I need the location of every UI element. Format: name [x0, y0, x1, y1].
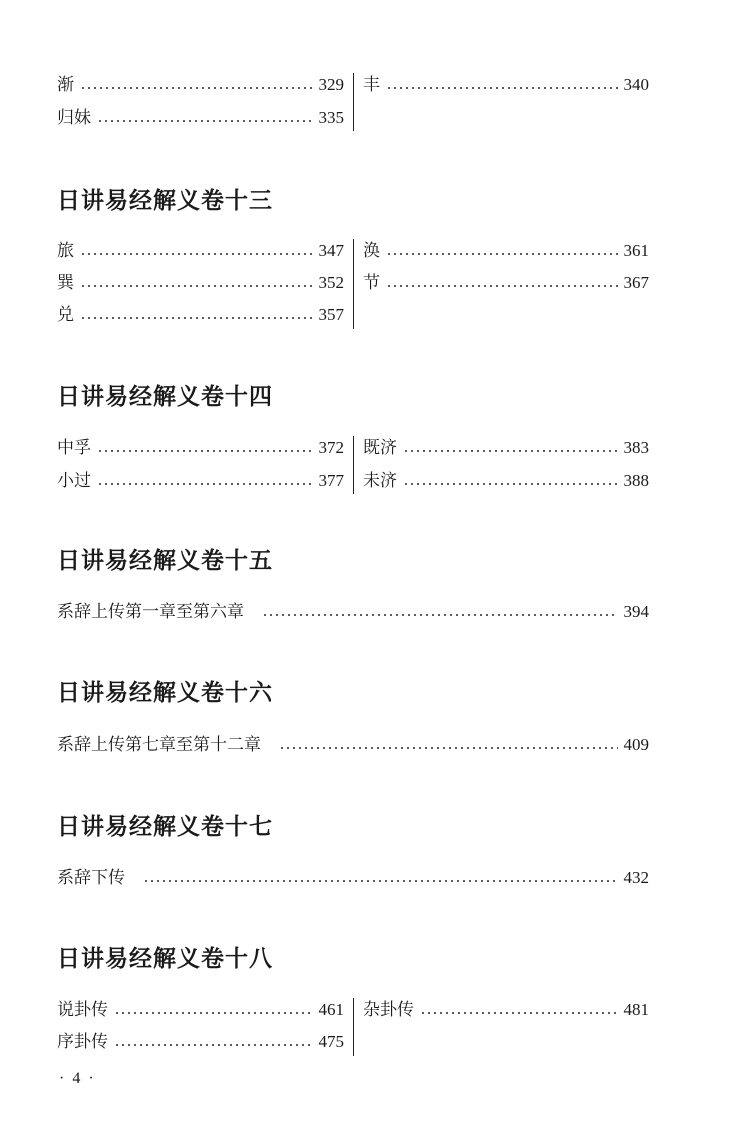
column-divider: [353, 239, 354, 329]
dot-leader: [97, 450, 313, 452]
section-title: 日讲易经解义卷十五: [57, 548, 273, 574]
toc-entry-label: 节: [363, 273, 380, 293]
section-title: 日讲易经解义卷十七: [57, 814, 273, 840]
page-number: · 4 ·: [59, 1070, 96, 1087]
toc-entry-label: 旅: [57, 241, 74, 261]
dot-leader: [143, 880, 618, 882]
toc-entry[interactable]: [57, 235, 344, 267]
toc-entry[interactable]: [363, 994, 649, 1026]
toc-entry[interactable]: [57, 729, 649, 761]
column-divider: [353, 73, 354, 131]
toc-entry[interactable]: [363, 235, 649, 267]
toc-entry-page: 432: [623, 868, 649, 887]
toc-entry-label: 中孚: [57, 438, 91, 458]
toc-entry[interactable]: [57, 465, 344, 497]
toc-entry-label: 归妹: [57, 108, 91, 128]
toc-entry-label: 兑: [57, 305, 74, 325]
dot-leader: [386, 285, 618, 287]
toc-entry[interactable]: [57, 267, 344, 299]
toc-entry-page: 377: [318, 471, 344, 490]
toc-entry-page: 335: [318, 108, 344, 127]
toc-entry[interactable]: [57, 1026, 344, 1058]
toc-entry-page: 329: [318, 75, 344, 94]
section-title: 日讲易经解义卷十六: [57, 680, 273, 706]
toc-entry-page: 340: [623, 75, 649, 94]
toc-entry-page: 481: [623, 1000, 649, 1019]
dot-leader: [386, 87, 618, 89]
toc-entries: [57, 69, 649, 133]
toc-entry-label: 系辞下传: [57, 868, 125, 888]
toc-entry-label: 小过: [57, 471, 91, 491]
toc-entry[interactable]: [57, 102, 344, 134]
section-title: 日讲易经解义卷十三: [57, 188, 273, 214]
toc-entry-page: 388: [623, 471, 649, 490]
toc-entry[interactable]: [57, 299, 344, 331]
dot-leader: [80, 317, 313, 319]
toc-entry-label: 说卦传: [57, 1000, 108, 1020]
dot-leader: [403, 450, 618, 452]
column-divider: [353, 436, 354, 494]
section-title: 日讲易经解义卷十八: [57, 946, 273, 972]
toc-entry[interactable]: [363, 465, 649, 497]
toc-entry-page: 367: [623, 273, 649, 292]
dot-leader: [386, 253, 618, 255]
dot-leader: [97, 483, 313, 485]
toc-entries: [57, 862, 649, 894]
toc-entry[interactable]: [57, 596, 649, 628]
toc-entry[interactable]: [57, 994, 344, 1026]
dot-leader: [97, 120, 313, 122]
dot-leader: [403, 483, 618, 485]
toc-entry-page: 347: [318, 241, 344, 260]
toc-entry-label: 丰: [363, 75, 380, 95]
section-title: 日讲易经解义卷十四: [57, 384, 273, 410]
toc-entry-label: 未济: [363, 471, 397, 491]
toc-entries: [57, 235, 649, 331]
toc-entry-label: 既济: [363, 438, 397, 458]
toc-entry-label: 渐: [57, 75, 74, 95]
toc-entries: [57, 729, 649, 761]
toc-entry-page: 372: [318, 438, 344, 457]
toc-entry-page: 394: [623, 602, 649, 621]
toc-entry[interactable]: [363, 267, 649, 299]
toc-entry-page: 475: [318, 1032, 344, 1051]
toc-entries: [57, 432, 649, 496]
toc-entry-page: 357: [318, 305, 344, 324]
toc-entry[interactable]: [363, 69, 649, 101]
toc-entries: [57, 596, 649, 628]
toc-entry-page: 352: [318, 273, 344, 292]
dot-leader: [114, 1012, 313, 1014]
toc-entry-label: 系辞上传第七章至第十二章: [57, 735, 261, 755]
toc-entry[interactable]: [57, 862, 649, 894]
toc-entry-page: 383: [623, 438, 649, 457]
toc-entry[interactable]: [57, 69, 344, 101]
toc-entry[interactable]: [57, 432, 344, 464]
toc-entry-label: 涣: [363, 241, 380, 261]
toc-entry-page: 409: [623, 735, 649, 754]
toc-entry-label: 序卦传: [57, 1032, 108, 1052]
dot-leader: [420, 1012, 618, 1014]
dot-leader: [114, 1044, 313, 1046]
column-divider: [353, 998, 354, 1056]
dot-leader: [262, 614, 618, 616]
toc-entries: [57, 994, 649, 1058]
toc-entry-page: 461: [318, 1000, 344, 1019]
dot-leader: [279, 747, 618, 749]
dot-leader: [80, 87, 313, 89]
toc-entry-label: 系辞上传第一章至第六章: [57, 602, 244, 622]
toc-entry-label: 杂卦传: [363, 1000, 414, 1020]
dot-leader: [80, 253, 313, 255]
dot-leader: [80, 285, 313, 287]
toc-entry-label: 巽: [57, 273, 74, 293]
toc-entry[interactable]: [363, 432, 649, 464]
toc-entry-page: 361: [623, 241, 649, 260]
